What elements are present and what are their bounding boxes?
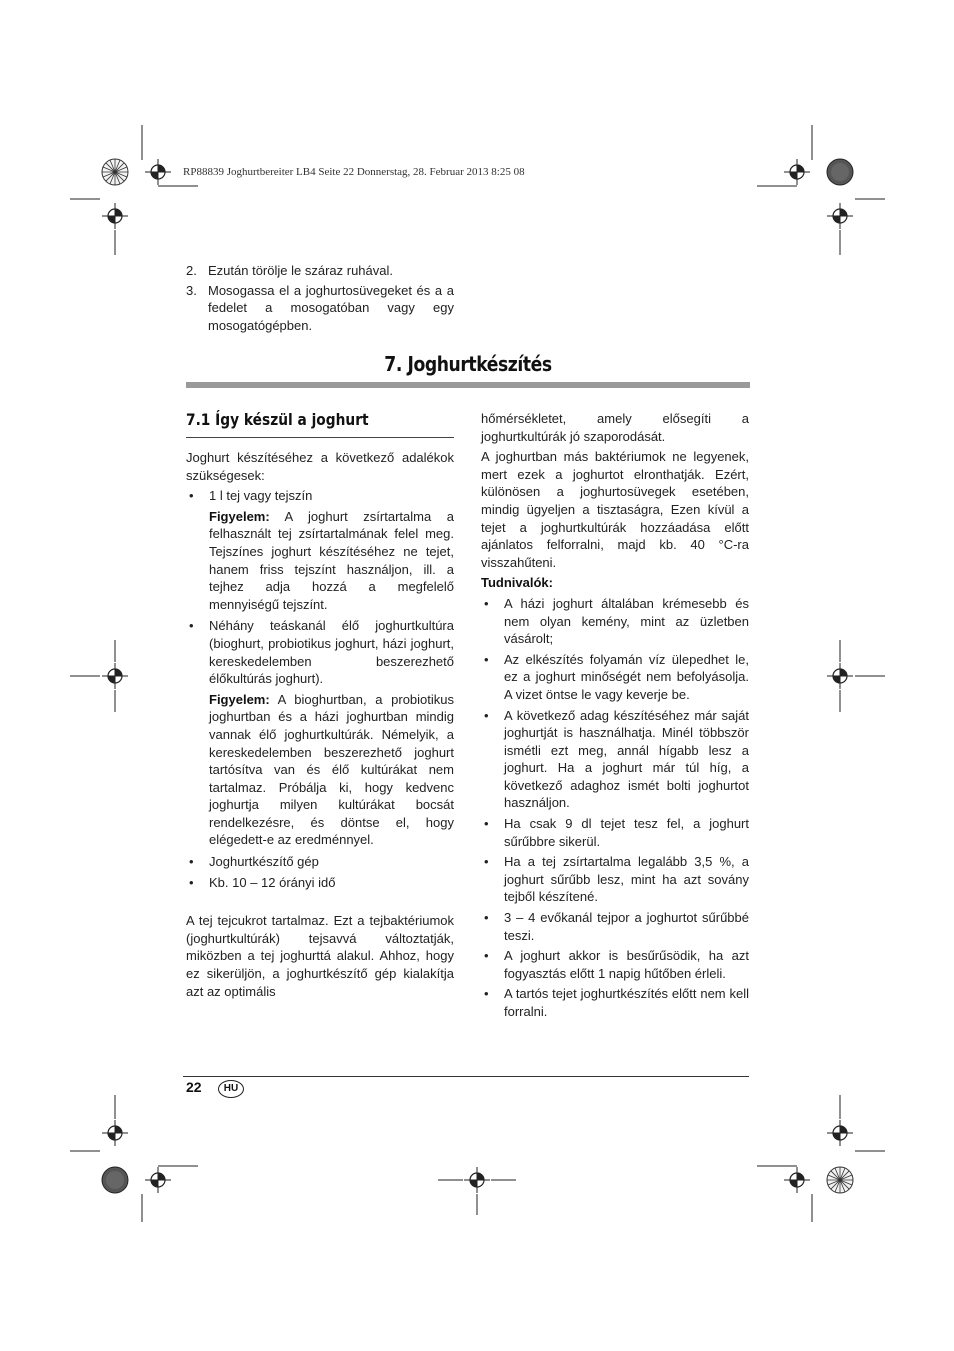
bullet-icon: • xyxy=(484,707,489,723)
bullet-icon: • xyxy=(484,595,489,611)
tip-text: A következő adag készítéséhez már saját joghurtját is használhatja. Minél többször ismétli ezt meg, annál hígabb lesz a joghurt. Ha a joghurt már túl híg, a következő adaghoz ismét bolti joghurtot használjon. xyxy=(504,707,749,811)
lactose-paragraph: A tej tejcukrot tartalmaz. Ezt a tejbaktériumok (joghurtkultúrák) tejsavvá változtatják, miközben a tej joghurttá alakul. Ahhoz, hogy ez sikerüljön, a joghurtkészítő gép kialakítja azt az optimális xyxy=(186,913,454,999)
note-label: Figyelem: xyxy=(209,508,270,524)
section-title: 7.1 Így készül a joghurt xyxy=(186,410,369,429)
footer-divider xyxy=(183,1076,749,1077)
hygiene-paragraph: A joghurtban más baktériumok ne legyenek, mert ezek a joghurtot elronthatják. Ezért, különösen a joghurtosüvegek esetében, mindig ügyeljen a tisztaságra, Ezen kívül a tejet a joghurtkultúrák hozzáadása előtt ajánlatos felforralni, majd kb. 40 °C-ra visszahűteni. xyxy=(481,449,749,570)
tip-text: Az elkészítés folyamán víz ülepedhet le, ez a joghurt minőségét nem befolyásolja. A vizet öntse le vagy keverje be. xyxy=(504,651,749,702)
list-item xyxy=(481,651,749,704)
list-item xyxy=(481,707,749,813)
chapter-divider xyxy=(186,382,750,388)
bullet-icon: • xyxy=(484,651,489,667)
temperature-paragraph: hőmérsékletet, amely elősegíti a joghurtkultúrák jó szaporodását. xyxy=(481,411,749,444)
tip-text: A tartós tejet joghurtkészítés előtt nem kell forralni. xyxy=(504,986,749,1019)
list-item xyxy=(481,985,749,1020)
list-item xyxy=(186,617,454,687)
list-item xyxy=(186,262,454,280)
tip-text: Ha csak 9 dl tejet tesz fel, a joghurt sűrűbbre sikerül. xyxy=(504,816,749,849)
language-badge: HU xyxy=(218,1080,244,1098)
step-text: Ezután törölje le száraz ruhával. xyxy=(208,263,393,278)
print-slug-header: RP88839 Joghurtbereiter LB4 Seite 22 Donnerstag, 28. Februar 2013 8:25 08 xyxy=(183,166,525,178)
right-column xyxy=(481,410,749,1024)
ingredient-text: 1 l tej vagy tejszín xyxy=(209,488,313,504)
bullet-icon: • xyxy=(189,488,194,504)
list-item xyxy=(186,874,454,892)
ingredient-text: Joghurtkészítő gép xyxy=(209,854,319,870)
bullet-icon: • xyxy=(484,910,489,926)
step-number: 2. xyxy=(186,263,197,278)
list-item xyxy=(481,595,749,648)
ingredient-text: Kb. 10 – 12 órányi idő xyxy=(209,874,336,890)
cleaning-steps-list xyxy=(186,262,454,336)
list-item xyxy=(186,853,454,871)
tip-text: Ha a tej zsírtartalma legalább 3,5 %, a joghurt sűrűbb lesz, mint ha azt sovány tejből készítené. xyxy=(504,854,749,905)
bullet-icon: • xyxy=(484,854,489,870)
list-item xyxy=(481,909,749,944)
list-item xyxy=(186,487,454,505)
step-text: Mosogassa el a joghurtosüvegeket és a a fedelet a mosogatóban vagy egy mosogatógépben. xyxy=(208,282,454,333)
section-divider xyxy=(186,437,454,438)
list-item xyxy=(481,947,749,982)
list-item xyxy=(186,282,454,335)
list-item xyxy=(481,815,749,850)
tips-heading: Tudnivalók: xyxy=(481,575,553,591)
note-label: Figyelem: xyxy=(209,691,270,707)
left-column xyxy=(186,449,454,1003)
bullet-icon: • xyxy=(484,986,489,1002)
note-text: A joghurt zsírtartalma a felhasznált tej zsírtartalmának felel meg. Tejszínes joghurt készítéséhez ne tejet, hanem friss tejszínt használjon, ill. a tejhez adja hozzá a megfelelő mennyiségű tejszínt. xyxy=(209,508,454,612)
warning-note xyxy=(209,691,454,849)
bullet-icon: • xyxy=(484,816,489,832)
bullet-icon: • xyxy=(484,948,489,964)
chapter-title: 7. Joghurtkészítés xyxy=(384,352,552,376)
tip-text: A házi joghurt általában krémesebb és nem olyan kemény, mint az üzletben vásárolt; xyxy=(504,595,749,647)
page-number: 22 xyxy=(186,1079,202,1095)
note-text: A bioghurtban, a probiotikus joghurtban és a házi joghurtban mindig vannak élő joghurtkultúrák. Némelyik, a kereskedelemben beszerezhető joghurt tartósítva van és élő kultúrákat nem tartalmaz. Próbálja ki, hogy kedvenc joghurtja milyen kultúrákat bocsát rendelkezésre, és döntse el, hogy elégedett-e az eredménnyel. xyxy=(209,691,454,848)
ingredients-intro: Joghurt készítéséhez a következő adalékok szükségesek: xyxy=(186,450,454,483)
bullet-icon: • xyxy=(189,874,194,890)
warning-note xyxy=(209,508,454,614)
bullet-icon: • xyxy=(189,618,194,634)
tip-text: 3 – 4 evőkanál tejpor a joghurtot sűrűbbé teszi. xyxy=(504,910,749,943)
ingredient-text: Néhány teáskanál élő joghurtkultúra (bioghurt, probiotikus joghurt, házi joghurt, kereskedelemben beszerezhető élőkultúrás joghurt). xyxy=(209,618,454,687)
tip-text: A joghurt akkor is besűrűsödik, ha azt fogyasztás előtt 1 napig hűtőben érleli. xyxy=(504,948,749,981)
list-item xyxy=(481,853,749,906)
step-number: 3. xyxy=(186,282,197,298)
bullet-icon: • xyxy=(189,854,194,870)
